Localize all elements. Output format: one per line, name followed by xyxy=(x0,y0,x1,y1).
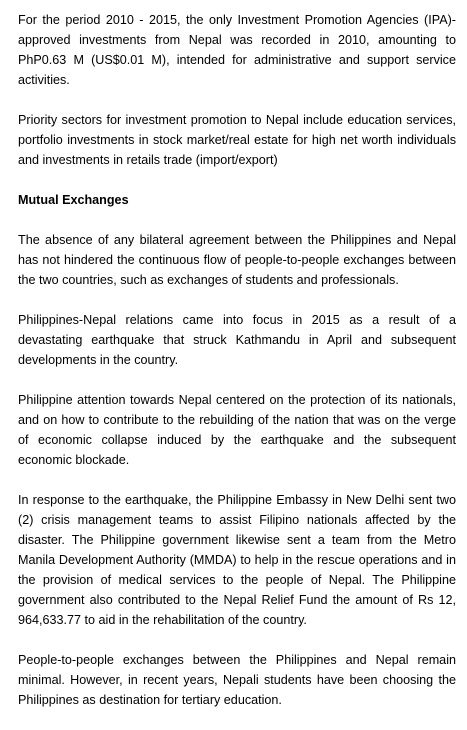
paragraph-earthquake-response: In response to the earthquake, the Philippine Embassy in New Delhi sent two (2) crisis management teams to assist Filipino nationals affected by the disaster. The Philippine government likewise sent a team from the Metro Manila Development Authority (MMDA) to help in the rescue operations and in the provision of medical services to the people of Nepal. The Philippine government also contributed to the Nepal Relief Fund the amount of Rs 12, 964,633.77 to aid in the rehabilitation of the country. xyxy=(18,493,456,627)
section-heading-mutual-exchanges: Mutual Exchanges xyxy=(18,193,129,207)
paragraph-earthquake-focus: Philippines-Nepal relations came into focus in 2015 as a result of a devastating earthquake that struck Kathmandu in April and subsequent developments in the country. xyxy=(18,313,456,367)
paragraph-people-exchanges: People-to-people exchanges between the Philippines and Nepal remain minimal. However, in recent years, Nepali students have been choosing the Philippines as destination for tertiary education. xyxy=(18,653,456,707)
paragraph-bilateral-agreement: The absence of any bilateral agreement between the Philippines and Nepal has not hindered the continuous flow of people-to-people exchanges between the two countries, such as exchanges of students and professionals. xyxy=(18,233,456,287)
paragraph-ipa-investments: For the period 2010 - 2015, the only Investment Promotion Agencies (IPA)-approved investments from Nepal was recorded in 2010, amounting to PhP0.63 M (US$0.01 M), intended for administrative and support service activities. xyxy=(18,13,456,87)
paragraph-philippine-attention: Philippine attention towards Nepal centered on the protection of its nationals, and on how to contribute to the rebuilding of the nation that was on the verge of economic collapse induced by the earthquake and the subsequent economic blockade. xyxy=(18,393,456,467)
document-body xyxy=(18,10,456,730)
paragraph-priority-sectors: Priority sectors for investment promotion to Nepal include education services, portfolio investments in stock market/real estate for high net worth individuals and investments in retails trade (import/export) xyxy=(18,113,456,167)
